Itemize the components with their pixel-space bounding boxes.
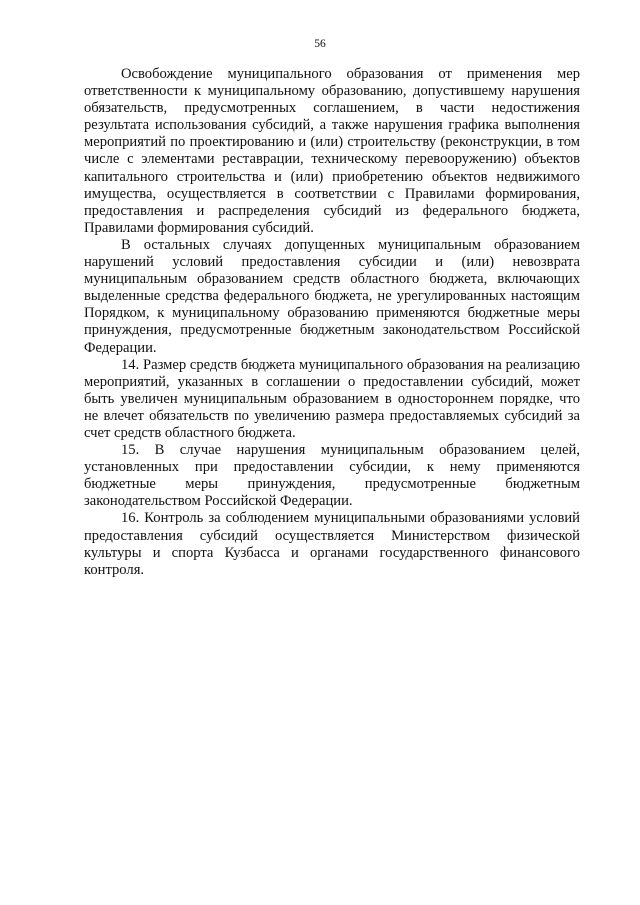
page-number: 56 <box>314 38 326 50</box>
paragraph-16: 16. Контроль за соблюдением муниципальными образованиями условий предоставления субсидий осуществляется Министерством физической культуры и спорта Кузбасса и органами государственного финансового контроля. <box>84 510 580 578</box>
paragraph-15: 15. В случае нарушения муниципальным образованием целей, установленных при предоставлении субсидии, к нему применяются бюджетные меры принуждения, предусмотренные бюджетным законодательством Российской Федерации. <box>84 442 580 510</box>
paragraph-14: 14. Размер средств бюджета муниципального образования на реализацию мероприятий, указанных в соглашении о предоставлении субсидий, может быть увеличен муниципальным образованием в одностороннем порядке, что не влечет обязательств по увеличению размера предоставляемых субсидий за счет средств областного бюджета. <box>84 356 580 441</box>
paragraph-exemption: Освобождение муниципального образования от применения мер ответственности к муниципальному образованию, допустившему нарушения обязательств, предусмотренных соглашением, в части недостижения результата использования субсидий, а также нарушения графика выполнения мероприятий по проектированию и (или) строительству (реконструкции, в том числе с элементами реставрации, техническому перевооружению) объектов капитального строительства и (или) приобретению объектов недвижимого имущества, осуществляется в соответствии с Правилами формирования, предоставления и распределения субсидий из федерального бюджета, Правилами формирования субсидий. <box>84 66 580 236</box>
document-body <box>84 66 580 579</box>
paragraph-other-cases: В остальных случаях допущенных муниципальным образованием нарушений условий предоставления субсидии и (или) невозврата муниципальным образованием средств областного бюджета, включающих выделенные средства федерального бюджета, не урегулированных настоящим Порядком, к муниципальному образованию применяются бюджетные меры принуждения, предусмотренные бюджетным законодательством Российской Федерации. <box>84 236 580 356</box>
